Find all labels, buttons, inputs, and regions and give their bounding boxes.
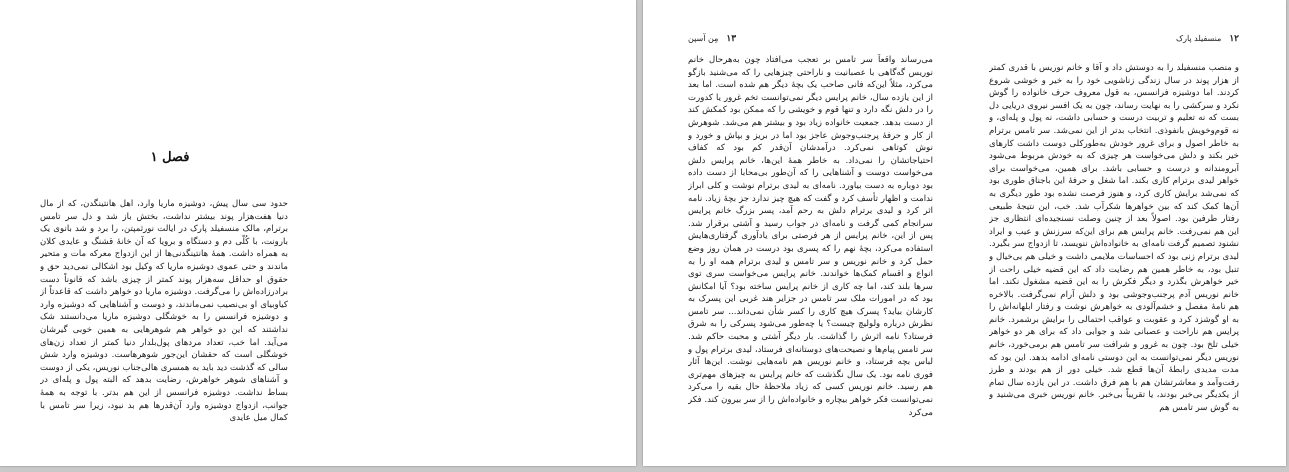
left-page-text-column	[40, 198, 288, 438]
running-head-title-inner: مِن آسپن	[688, 34, 719, 43]
chapter-title: فصل ۱	[150, 150, 190, 165]
outer-column-paragraph: و منصب منسفیلد را به دوستش داد و آقا و خانم نوریس با قدری کمتر از هزار پوند در سال زندگی زناشویی خود را به خیر و خوشی شروع کردند. اما دوشیزه فرانسس، به قول معروف حرف خانواده را گوش نکرد و سرکشی را به نهایت رساند، چون به یک افسر نیروی دریایی دل بست که نه تعلیم و تربیت درست و حسابی داشت، نه پول و پله‌ای، و نه قوم‌وخویش بانفوذی. انتخاب بدتر از این نمی‌شد. سر تامس برترام به خاطر اصول و برای غرور خودش به‌طورکلی دوست داشت کارهای خیر بکند و دلش می‌خواست هر چیزی که به خودش مربوط می‌شود آبرومندانه و درست و حسابی باشد. برای همین، می‌خواست برای خواهر لیدی برترام کاری بکند. اما شغل و حرفهٔ این باجناق طوری بود که نمی‌شد برایش کاری کرد، و هنوز فرصت نشده بود طور دیگری به آن‌ها کمک کند که بین خواهرها شکرآب شد. خب، این نتیجهٔ طبیعی رفتار طرفین بود. اصولاً بعد از چنین وصلت نسنجیده‌ای انتظاری جز این هم نمی‌رفت. خانم پرایس هم برای این‌که سرزنش و عیب و ایراد نشنود تصمیم گرفت نامه‌ای به خانواده‌اش ننویسد، تا ازدواج سر بگیرد. لیدی برترام زنی بود که احساسات ملایمی داشت و خیلی هم بی‌خیال و تنبل بود، به خاطر همین هم رضایت داد که این قضیه خیلی راحت از خیر خواهرش بگذرد و دیگر فکرش را به این قضیه مشغول نکند. اما خانم نوریس آدم پرجنب‌وجوشی بود و دلش آرام نمی‌گرفت. بالاخره هم نامهٔ مفصل و خشم‌آلودی به خواهرش نوشت و رفتار ابلهانه‌اش را به او گوشزد کرد و عقوبت و عواقب احتمالی را برایش برشمرد. خانم پرایس هم ناراحت و عصبانی شد و جوابی داد که برای هر دو خواهر خیلی تلخ بود. چون به غرور و شرافت سر تامس هم برمی‌خورد، خانم نوریس دیگر نمی‌توانست به این دوستی نامه‌ای ادامه بدهد. این بود که مدت مدیدی رابطهٔ آن‌ها قطع شد. خیلی دور از هم بودند و طرز رفت‌وآمد و معاشرتشان هم با هم فرق داشت. در این یازده سال تمام از یکدیگر بی‌خبر بودند، یا تقریباً بی‌خبر. خانم نوریس خبری می‌شنید و به گوش سر تامس هم	[989, 63, 1239, 414]
inner-text-column	[688, 54, 933, 440]
page-number-12: ۱۲	[1229, 34, 1239, 44]
running-head-outer	[1176, 34, 1239, 44]
page-number-13: ۱۳	[726, 34, 737, 44]
outer-text-column	[989, 62, 1239, 442]
running-head-title-outer: منسفیلد پارک	[1175, 34, 1222, 43]
inner-column-paragraph: می‌رساند واقعاً سر تامس بر تعجب می‌افتاد چون به‌هرحال خانم نوریس گه‌گاهی با عصبانیت و ناراحتی چیزهایی را که می‌شنید بازگو می‌کرد، مثلاً این‌که فانی صاحب یک بچهٔ دیگر هم شده است. اما بعد از این یازده سال، خانم پرایس دیگر نمی‌توانست تخم غرور یا کدورت را در دلش نگه دارد و تنها قوم و خویشی را که ممکن بود کمکش کند از دست بدهد. جمعیت خانواده زیاد بود و بیشتر هم می‌شد. شوهرش از کار و حرفهٔ پرجنب‌وجوش عاجز بود اما در بریز و بپاش و خورد و نوش کوتاهی نمی‌کرد. درآمدشان آن‌قدر کم بود که کفاف احتیاجاتشان را نمی‌داد. به خاطر همهٔ این‌ها، خانم پرایس دلش می‌خواست دوست و آشناهایی را که آن‌طور بی‌محابا از دست داده بود دوباره به دست بیاورد. نامه‌ای به لیدی برترام نوشت و کلی ابراز ندامت و اظهار تأسف کرد و گفت که هیچ چیز ندارد جز بچهٔ زیاد. نامه اثر کرد و لیدی برترام دلش به رحم آمد، پسر بزرگ خانم پرایس سرانجام کمی گرفت و نامه‌ای در جواب رسید و آشتی برقرار شد. پس از این، خانم پرایس از هر فرصتی برای یادآوری گرفتاری‌هایش استفاده می‌کرد، بچهٔ نهم را که پسری بود درست در همان روز وضع حمل کرد و خانم نوریس و سر تامس و لیدی برترام همه او را به انواع و اقسام کمک‌ها خواندند. خانم پرایس می‌خواست سری توی سرها بلند کند، اما چه کاری از خانم پرایس ساخته بود؟ آیا امکانش بود که در امورات ملک سر تامس در جزایر هند غربی این پسرک به کارشان بیاید؟ پسرک هیچ کاری را کسر شأن نمی‌داند... سر تامس نظرش درباره ولولیچ چیست؟ یا چه‌طور می‌شود پسرکی را به شرق فرستاد؟ نامه اثرش را گذاشت. بار دیگر آشتی و محبت حاکم شد. سر تامس پیام‌ها و نصیحت‌های دوستانه‌ای فرستاد، لیدی برترام پول و لباس بچه فرستاد، و خانم نوریس هم نامه‌هایی نوشت. این‌ها آثار فوری نامه بود. یک سال نگذشت که خانم پرایس به چیزهای مهم‌تری هم رسید. خانم نوریس کسی که زیاد ملاحظهٔ حال بقیه را می‌کرد نمی‌توانست فکر خواهر بیچاره و خانواده‌اش را از سر بیرون کند. فکر می‌کرد	[688, 55, 933, 418]
chapter-opening-paragraph: حدود سی سال پیش، دوشیزه ماریا وارد، اهل هانتینگدن، که از مال دنیا هفت‌هزار پوند بیشتر نداشت، بختش باز شد و دل سر تامس برترام، مالک منسفیلد پارک در ایالت نورثمپتن، را برد و شد بانوی یک بارونت، با کُلّی دم و دستگاه و برویا که آن خانهٔ قشنگ و عایدی کلان به همراه داشت. همهٔ هانتینگدنی‌ها از این ازدواج معرکه مات و متحیر ماندند و حتی عموی دوشیزه ماریا که وکیل بود اشکالی نمی‌دید حق و حقوق او حداقل سه‌هزار پوند کمتر از چیزی باشد که قانوناً دست برادرزاده‌اش را می‌گرفت. دوشیزه ماریا دو خواهر داشت که قاعدتاً از کیا‌وبیای او بی‌نصیب نمی‌ماندند، و دوست و آشناهایی که دوشیزه وارد و دوشیزه فرانسس را به خوشگلی دوشیزه ماریا می‌دانستند شک نداشتند که این دو خواهر هم شوهرهایی به همین خوبی گیرشان می‌آید. اما خب، تعداد مردهای پول‌بلدار دنیا کمتر از تعداد زن‌های خوشگلی است که حقشان این‌جور شوهرهاست. دوشیزه وارد شش سالی که گذشت دید باید به همسری هالی‌جناب نوریس، یکی از دوست و آشناهای شوهر خواهرش، رضایت بدهد که البته پول و پله‌ای در بساط نداشت. دوشیزه فرانسس از این هم بدتر. با توجه به همهٔ جوانب، ازدواج دوشیزه وارد آن‌قدرها هم بد نبود، زیرا سر تامس با کمال میل عایدی	[40, 199, 288, 424]
left-page	[0, 0, 636, 466]
running-head-inner	[688, 34, 736, 44]
right-page	[643, 0, 1286, 466]
